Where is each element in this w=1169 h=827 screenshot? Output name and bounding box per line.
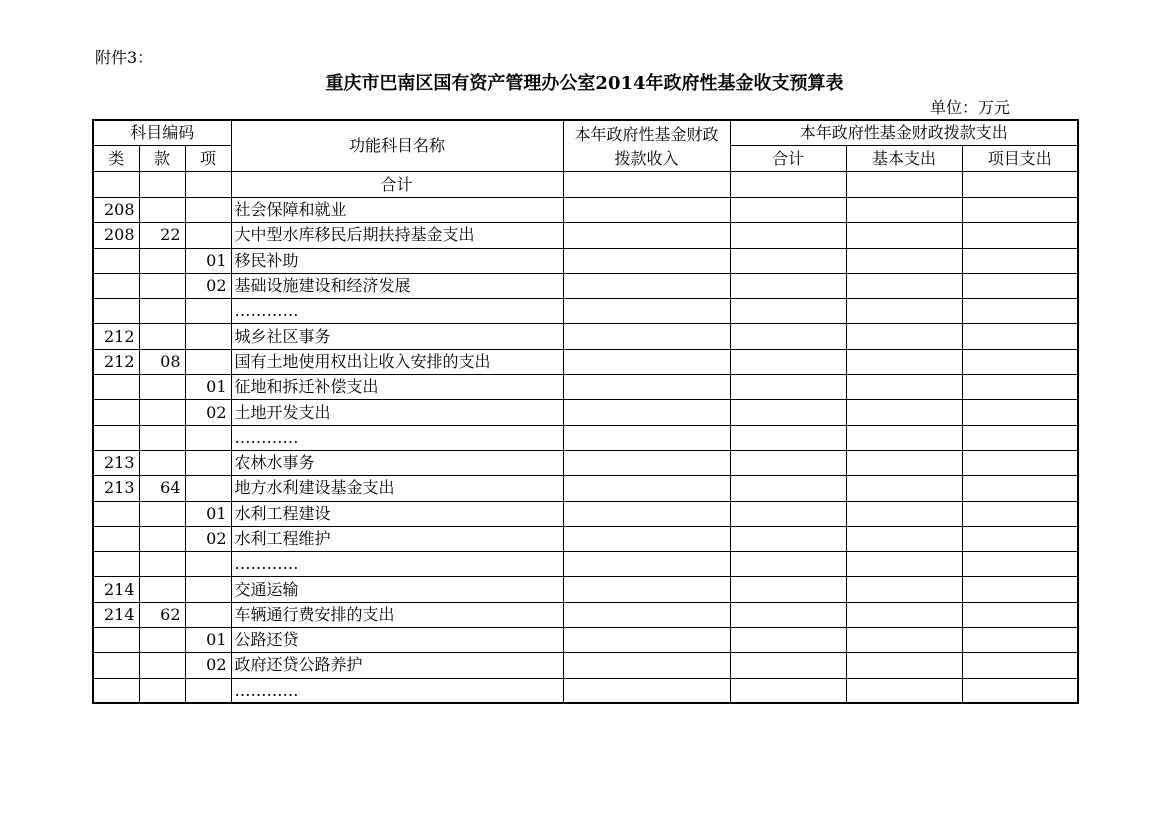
table-row (93, 501, 1078, 526)
table-row (93, 425, 1078, 450)
cell-category: 213 (93, 476, 139, 501)
cell-function-name: ………… (231, 299, 563, 324)
cell-basic (846, 400, 962, 425)
cell-basic (846, 273, 962, 298)
cell-item: 02 (185, 653, 231, 678)
header-project: 项目支出 (962, 146, 1078, 172)
page-title: 重庆市巴南区国有资产管理办公室2014年政府性基金收支预算表 (325, 73, 844, 94)
cell-expenditure-total (730, 349, 846, 374)
cell-category (93, 501, 139, 526)
cell-function-name: 政府还贷公路养护 (231, 653, 563, 678)
cell-expenditure-total (730, 628, 846, 653)
cell-item (185, 552, 231, 577)
cell-expenditure-total (730, 450, 846, 475)
cell-item: 01 (185, 501, 231, 526)
cell-function-name: 大中型水库移民后期扶持基金支出 (231, 223, 563, 248)
cell-section (139, 400, 185, 425)
cell-section (139, 577, 185, 602)
cell-function-name: 移民补助 (231, 248, 563, 273)
table-row (93, 375, 1078, 400)
cell-item: 02 (185, 273, 231, 298)
cell-project (962, 172, 1078, 198)
cell-function-name: ………… (231, 678, 563, 703)
header-item: 项 (185, 146, 231, 172)
table-row (93, 299, 1078, 324)
cell-function-name: ………… (231, 425, 563, 450)
cell-project (962, 349, 1078, 374)
cell-function-name: 农林水事务 (231, 450, 563, 475)
table-row (93, 223, 1078, 248)
cell-item: 01 (185, 628, 231, 653)
cell-category (93, 653, 139, 678)
table-row (93, 324, 1078, 349)
cell-income (563, 299, 730, 324)
cell-item (185, 476, 231, 501)
cell-section (139, 653, 185, 678)
cell-expenditure-total (730, 526, 846, 551)
table-row (93, 450, 1078, 475)
cell-section (139, 552, 185, 577)
cell-expenditure-total (730, 678, 846, 703)
cell-function-name: 社会保障和就业 (231, 198, 563, 223)
cell-basic (846, 678, 962, 703)
cell-section (139, 375, 185, 400)
cell-project (962, 476, 1078, 501)
cell-expenditure-total (730, 324, 846, 349)
cell-expenditure-total (730, 400, 846, 425)
cell-item (185, 450, 231, 475)
cell-income (563, 198, 730, 223)
cell-item (185, 172, 231, 198)
cell-income (563, 273, 730, 298)
cell-income (563, 476, 730, 501)
table-row (93, 526, 1078, 551)
table-row (93, 273, 1078, 298)
cell-project (962, 577, 1078, 602)
cell-income (563, 400, 730, 425)
cell-function-name: 征地和拆迁补偿支出 (231, 375, 563, 400)
cell-item: 02 (185, 526, 231, 551)
cell-project (962, 400, 1078, 425)
cell-function-name: 交通运输 (231, 577, 563, 602)
cell-income (563, 223, 730, 248)
cell-income (563, 248, 730, 273)
table-row (93, 552, 1078, 577)
cell-expenditure-total (730, 425, 846, 450)
cell-income (563, 552, 730, 577)
cell-expenditure-total (730, 602, 846, 627)
cell-basic (846, 653, 962, 678)
cell-category: 212 (93, 324, 139, 349)
cell-income (563, 172, 730, 198)
header-basic: 基本支出 (846, 146, 962, 172)
cell-basic (846, 577, 962, 602)
cell-category (93, 375, 139, 400)
cell-expenditure-total (730, 299, 846, 324)
cell-basic (846, 628, 962, 653)
cell-project (962, 678, 1078, 703)
cell-item (185, 299, 231, 324)
cell-section (139, 172, 185, 198)
cell-category (93, 552, 139, 577)
cell-project (962, 273, 1078, 298)
cell-project (962, 198, 1078, 223)
cell-basic (846, 526, 962, 551)
cell-category: 208 (93, 198, 139, 223)
cell-basic (846, 425, 962, 450)
cell-basic (846, 223, 962, 248)
header-section: 款 (139, 146, 185, 172)
cell-basic (846, 299, 962, 324)
cell-project (962, 375, 1078, 400)
cell-basic (846, 602, 962, 627)
cell-item (185, 678, 231, 703)
cell-function-name: 土地开发支出 (231, 400, 563, 425)
cell-expenditure-total (730, 501, 846, 526)
header-total: 合计 (730, 146, 846, 172)
cell-function-name: 城乡社区事务 (231, 324, 563, 349)
cell-item: 01 (185, 375, 231, 400)
cell-expenditure-total (730, 577, 846, 602)
cell-category (93, 425, 139, 450)
cell-expenditure-total (730, 223, 846, 248)
cell-item (185, 602, 231, 627)
header-subject-code: 科目编码 (93, 120, 231, 146)
table-row (93, 602, 1078, 627)
cell-income (563, 628, 730, 653)
cell-item (185, 223, 231, 248)
cell-item (185, 425, 231, 450)
cell-item (185, 324, 231, 349)
cell-item: 02 (185, 400, 231, 425)
cell-project (962, 653, 1078, 678)
cell-expenditure-total (730, 248, 846, 273)
cell-section (139, 198, 185, 223)
table-row (93, 349, 1078, 374)
header-expenditure-group: 本年政府性基金财政拨款支出 (730, 120, 1078, 146)
cell-category: 214 (93, 602, 139, 627)
cell-section (139, 425, 185, 450)
cell-section (139, 628, 185, 653)
cell-basic (846, 248, 962, 273)
cell-function-name: 公路还贷 (231, 628, 563, 653)
cell-project (962, 425, 1078, 450)
table-body (93, 172, 1078, 704)
cell-income (563, 577, 730, 602)
cell-expenditure-total (730, 653, 846, 678)
table-row (93, 628, 1078, 653)
cell-item (185, 577, 231, 602)
table-row (93, 476, 1078, 501)
cell-section: 64 (139, 476, 185, 501)
cell-category (93, 526, 139, 551)
cell-section (139, 324, 185, 349)
cell-basic (846, 172, 962, 198)
cell-category (93, 400, 139, 425)
cell-category: 208 (93, 223, 139, 248)
unit-label: 单位：万元 (929, 98, 1010, 117)
cell-project (962, 324, 1078, 349)
table-row (93, 400, 1078, 425)
cell-basic (846, 375, 962, 400)
cell-expenditure-total (730, 375, 846, 400)
cell-section (139, 501, 185, 526)
cell-category: 212 (93, 349, 139, 374)
cell-section (139, 299, 185, 324)
cell-item (185, 349, 231, 374)
cell-basic (846, 198, 962, 223)
cell-expenditure-total (730, 552, 846, 577)
cell-function-name: 合计 (231, 172, 563, 198)
cell-section: 62 (139, 602, 185, 627)
table-row (93, 577, 1078, 602)
cell-project (962, 501, 1078, 526)
cell-function-name: ………… (231, 552, 563, 577)
cell-income (563, 678, 730, 703)
cell-basic (846, 501, 962, 526)
cell-income (563, 602, 730, 627)
cell-function-name: 车辆通行费安排的支出 (231, 602, 563, 627)
cell-category (93, 273, 139, 298)
cell-category: 213 (93, 450, 139, 475)
cell-project (962, 526, 1078, 551)
cell-income (563, 349, 730, 374)
header-income: 本年政府性基金财政拨款收入 (563, 120, 730, 172)
cell-income (563, 653, 730, 678)
total-row (93, 172, 1078, 198)
cell-section (139, 273, 185, 298)
cell-expenditure-total (730, 198, 846, 223)
cell-expenditure-total (730, 476, 846, 501)
cell-project (962, 602, 1078, 627)
cell-section (139, 450, 185, 475)
header-category: 类 (93, 146, 139, 172)
cell-item: 01 (185, 248, 231, 273)
cell-category: 214 (93, 577, 139, 602)
cell-project (962, 299, 1078, 324)
cell-expenditure-total (730, 172, 846, 198)
cell-function-name: 基础设施建设和经济发展 (231, 273, 563, 298)
cell-basic (846, 349, 962, 374)
cell-section: 22 (139, 223, 185, 248)
cell-project (962, 552, 1078, 577)
table-row (93, 198, 1078, 223)
cell-project (962, 450, 1078, 475)
cell-basic (846, 450, 962, 475)
cell-basic (846, 552, 962, 577)
cell-function-name: 水利工程维护 (231, 526, 563, 551)
cell-function-name: 地方水利建设基金支出 (231, 476, 563, 501)
cell-section (139, 248, 185, 273)
cell-project (962, 248, 1078, 273)
cell-function-name: 国有土地使用权出让收入安排的支出 (231, 349, 563, 374)
cell-expenditure-total (730, 273, 846, 298)
cell-income (563, 324, 730, 349)
cell-category (93, 248, 139, 273)
cell-project (962, 628, 1078, 653)
cell-income (563, 425, 730, 450)
budget-table (92, 119, 1079, 704)
table-row (93, 653, 1078, 678)
cell-income (563, 526, 730, 551)
cell-income (563, 501, 730, 526)
cell-category (93, 628, 139, 653)
table-row (93, 248, 1078, 273)
attachment-label: 附件3： (95, 48, 154, 67)
cell-basic (846, 476, 962, 501)
table-row (93, 678, 1078, 703)
cell-section (139, 526, 185, 551)
cell-function-name: 水利工程建设 (231, 501, 563, 526)
header-function-name: 功能科目名称 (231, 120, 563, 172)
cell-category (93, 678, 139, 703)
cell-basic (846, 324, 962, 349)
cell-income (563, 450, 730, 475)
cell-item (185, 198, 231, 223)
cell-section: 08 (139, 349, 185, 374)
cell-category (93, 172, 139, 198)
cell-income (563, 375, 730, 400)
cell-section (139, 678, 185, 703)
cell-category (93, 299, 139, 324)
cell-project (962, 223, 1078, 248)
